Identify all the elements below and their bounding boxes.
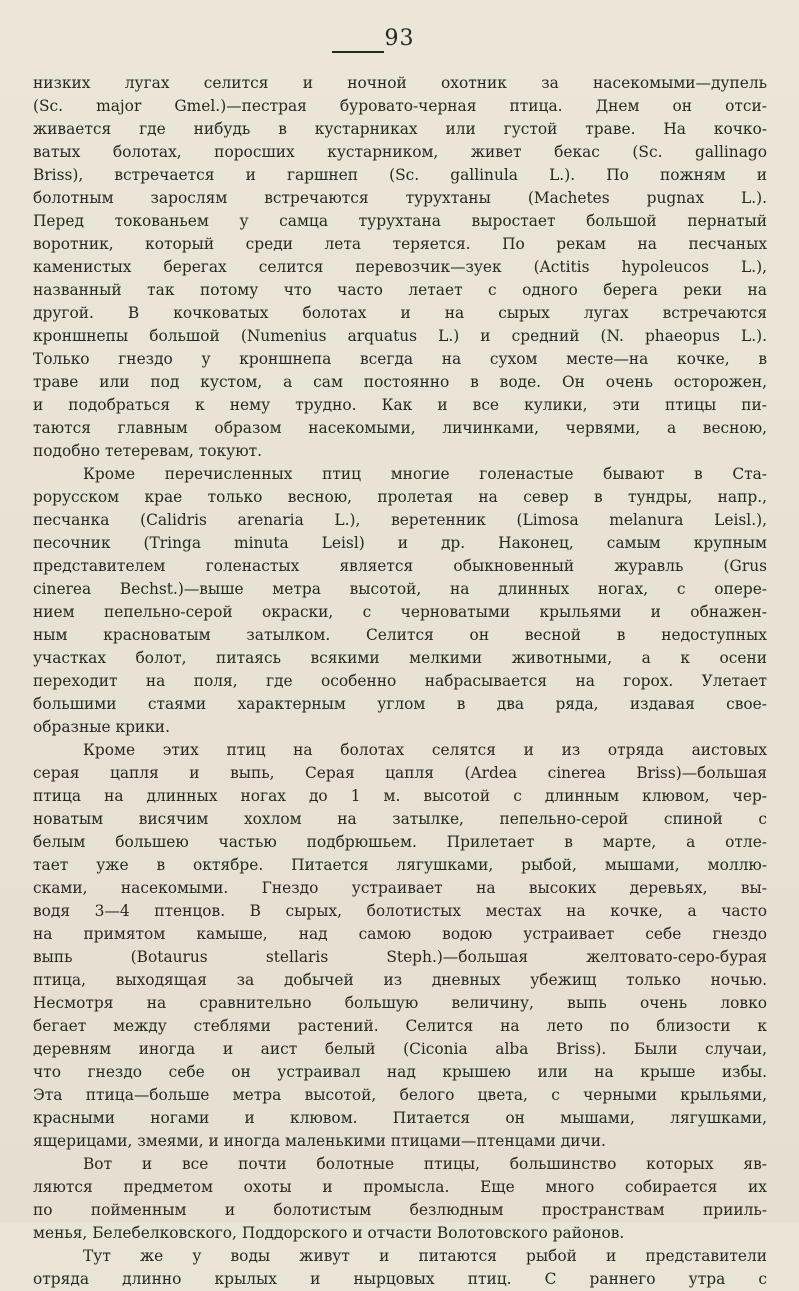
text-line: белым большею частью подбрюшьем. Прилетает в марте, а отле- [33, 833, 767, 851]
text-line: ватых болотах, поросших кустарником, живет бекас (Sc. gallinago [33, 143, 767, 161]
text-line: каменистых берегах селится перевозчик—зуек (Actitis hypoleucos L.), [33, 258, 767, 276]
text-line: серая цапля и выпь, Серая цапля (Ardea cinerea Briss)—большая [33, 764, 767, 782]
text-line: рорусском крае только весною, пролетая на север в тундры, напр., [33, 488, 767, 506]
text-line: участках болот, питаясь всякими мелкими животными, а к осени [33, 649, 767, 667]
text-line: болотным зарослям встречаются турухтаны (Machetes pugnax L.). [33, 189, 767, 207]
text-line: Эта птица—больше метра высотой, белого цвета, с черными крыльями, [33, 1086, 767, 1104]
text-line: воротник, который среди лета теряется. По рекам на песчаных [33, 235, 767, 253]
page-number-rule [332, 51, 384, 53]
text-line: Несмотря на сравнительно большую величину, выпь очень ловко [33, 994, 767, 1012]
text-line: живается где нибудь в кустарниках или густой траве. На кочко- [33, 120, 767, 138]
text-line: Перед токованьем у самца турухтана выростает большой пернатый [33, 212, 767, 230]
text-line: новатым висячим хохлом на затылке, пепельно-серой спиной с [33, 810, 767, 828]
text-line: образные крики. [33, 718, 170, 736]
text-line: менья, Белебелковского, Поддорского и отчасти Волотовского районов. [33, 1224, 625, 1242]
text-line: таются главным образом насекомыми, личинками, червями, а весною, [33, 419, 767, 437]
text-line: и подобраться к нему трудно. Как и все кулики, эти птицы пи- [33, 396, 767, 414]
text-line: cinerea Bechst.)—выше метра высотой, на длинных ногах, с опере- [33, 580, 767, 598]
text-line: сками, насекомыми. Гнездо устраивает на высоких деревьях, вы- [33, 879, 767, 897]
text-line: Кроме этих птиц на болотах селятся и из отряда аистовых [83, 741, 767, 759]
text-line: представителем голенастых является обыкновенный журавль (Grus [33, 557, 767, 575]
text-line: Кроме перечисленных птиц многие голенастые бывают в Ста- [83, 465, 767, 483]
body-text [33, 72, 767, 1291]
text-line: траве или под кустом, а сам постоянно в воде. Он очень осторожен, [33, 373, 767, 391]
text-line: выпь (Botaurus stellaris Steph.)—большая желтовато-серо-бурая [33, 948, 767, 966]
text-line: переходит на поля, где особенно набрасывается на горох. Улетает [33, 672, 767, 690]
text-line: красными ногами и клювом. Питается он мышами, лягушками, [33, 1109, 767, 1127]
text-line: деревням иногда и аист белый (Ciconia alba Briss). Были случаи, [33, 1040, 767, 1058]
text-line: птица на длинных ногах до 1 м. высотой с длинным клювом, чер- [33, 787, 767, 805]
text-line: Только гнездо у кроншнепа всегда на сухом месте—на кочке, в [33, 350, 767, 368]
text-line: ным красноватым затылком. Селится он весной в недоступных [33, 626, 767, 644]
text-line: ляются предметом охоты и промысла. Еще много собирается их [33, 1178, 767, 1196]
text-line: нием пепельно-серой окраски, с черноватыми крыльями и обнажен- [33, 603, 767, 621]
text-line: Тут же у воды живут и питаются рыбой и представители [83, 1247, 767, 1265]
text-line: водя 3—4 птенцов. В сырых, болотистых местах на кочке, а часто [33, 902, 767, 920]
text-line: птица, выходящая за добычей из дневных убежищ только ночью. [33, 971, 767, 989]
text-line: подобно тетеревам, токуют. [33, 442, 263, 460]
text-line: что гнездо себе он устраивал над крышею или на крыше избы. [33, 1063, 767, 1081]
text-line: названный так потому что часто летает с одного берега реки на [33, 281, 767, 299]
text-line: бегает между стеблями растений. Селится на лето по близости к [33, 1017, 767, 1035]
text-line: на примятом камыше, над самою водою устраивает себе гнездо [33, 925, 767, 943]
text-line: тает уже в октябре. Питается лягушками, рыбой, мышами, моллю- [33, 856, 767, 874]
text-line: Вот и все почти болотные птицы, большинство которых яв- [83, 1155, 767, 1173]
text-line: (Sc. major Gmel.)—пестрая буровато-черная птица. Днем он отси- [33, 97, 767, 115]
text-line: Briss), встречается и гаршнеп (Sc. gallinula L.). По пожням и [33, 166, 767, 184]
text-line: по пойменным и болотистым безлюдным пространствам прииль- [33, 1201, 767, 1219]
page-number: 93 [384, 26, 415, 51]
text-line: ящерицами, змеями, и иногда маленькими птицами—птенцами дичи. [33, 1132, 606, 1150]
text-line: большими стаями характерным углом в два ряда, издавая свое- [33, 695, 767, 713]
text-line: песочник (Tringa minuta Leisl) и др. Наконец, самым крупным [33, 534, 767, 552]
text-line: отряда длинно крылых и нырцовых птиц. С раннего утра с [33, 1270, 767, 1288]
text-line: песчанка (Calidris arenaria L.), веретенник (Limosa melanura Leisl.), [33, 511, 767, 529]
text-line: кроншнепы большой (Numenius arquatus L.) и средний (N. phaeopus L.). [33, 327, 767, 345]
text-line: другой. В кочковатых болотах и на сырых лугах встречаются [33, 304, 767, 322]
text-line: низких лугах селится и ночной охотник за насекомыми—дупель [33, 74, 767, 92]
